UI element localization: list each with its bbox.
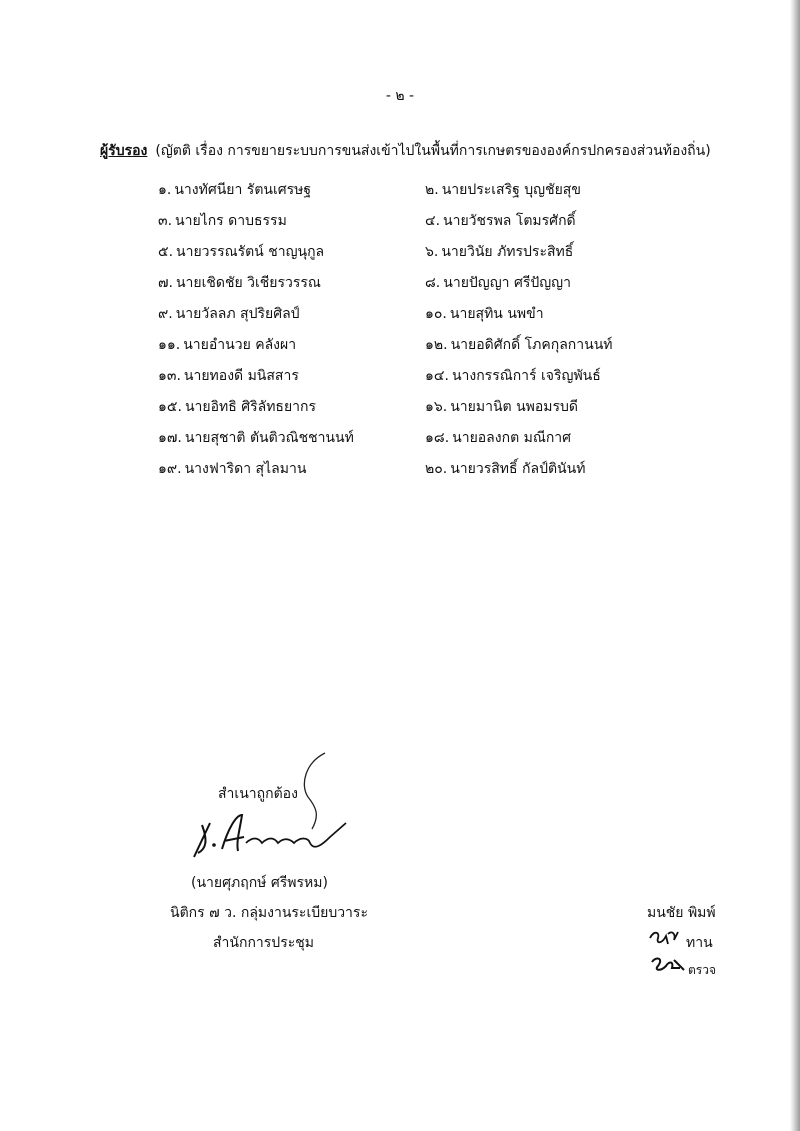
header-label: ผู้รับรอง bbox=[100, 143, 148, 159]
list-item bbox=[158, 242, 408, 262]
list-item bbox=[158, 273, 408, 293]
scan-edge-shadow bbox=[790, 0, 800, 1131]
item-number: ๔. bbox=[425, 213, 441, 229]
item-name: นายอดิศักดิ์ โภคกุลกานนท์ bbox=[450, 337, 613, 353]
item-number: ๑๖. bbox=[425, 399, 448, 415]
item-name: นางทัศนียา รัตนเศรษฐ bbox=[174, 182, 312, 198]
list-item bbox=[425, 459, 685, 479]
list-item bbox=[158, 180, 408, 200]
list-item bbox=[425, 211, 685, 231]
item-number: ๑๗. bbox=[158, 430, 182, 446]
item-number: ๑๙. bbox=[158, 461, 182, 477]
list-item bbox=[425, 242, 685, 262]
item-number: ๖. bbox=[425, 244, 439, 260]
item-name: นายไกร ดาบธรรม bbox=[175, 213, 287, 229]
item-name: นายปัญญา ศรีปัญญา bbox=[443, 275, 571, 291]
list-item bbox=[425, 335, 685, 355]
item-number: ๒. bbox=[425, 182, 439, 198]
typed-initials bbox=[648, 928, 680, 948]
item-number: ๓. bbox=[158, 213, 173, 229]
typed-label: ทาน bbox=[686, 935, 713, 951]
item-number: ๙. bbox=[158, 306, 173, 322]
list-item bbox=[158, 366, 408, 386]
list-item bbox=[425, 428, 685, 448]
list-item bbox=[425, 366, 685, 386]
signer-name: (นายศุภฤกษ์ ศรีพรหม) bbox=[191, 875, 328, 891]
item-number: ๗. bbox=[158, 275, 173, 291]
item-name: นายอำนวย คลังผา bbox=[183, 337, 297, 353]
item-number: ๒๐. bbox=[425, 461, 448, 477]
item-number: ๑๔. bbox=[425, 368, 449, 384]
list-item bbox=[158, 397, 408, 417]
list-item bbox=[158, 304, 408, 324]
page-number: - ๒ - bbox=[385, 88, 415, 104]
checked-initials bbox=[650, 956, 686, 974]
item-number: ๑. bbox=[158, 182, 172, 198]
certified-text: สำเนาถูกต้อง bbox=[218, 786, 298, 802]
item-name: นายมานิต นพอมรบดี bbox=[450, 399, 579, 415]
list-item bbox=[158, 459, 408, 479]
checked-label: ตรวจ bbox=[688, 963, 717, 977]
item-number: ๘. bbox=[425, 275, 441, 291]
item-name: นายอลงกต มณีกาศ bbox=[452, 430, 572, 446]
item-number: ๑๑. bbox=[158, 337, 181, 353]
typist-name: มนชัย พิมพ์ bbox=[647, 905, 716, 921]
header-line bbox=[100, 140, 720, 162]
signer-position: นิติกร ๗ ว. กลุ่มงานระเบียบวาระ bbox=[170, 905, 368, 921]
item-number: ๑๘. bbox=[425, 430, 450, 446]
item-name: นายประเสริฐ บุญชัยสุข bbox=[441, 182, 581, 198]
item-name: นายวัชรพล โตมรศักดิ์ bbox=[443, 213, 576, 229]
list-item bbox=[425, 273, 685, 293]
item-name: นายสุทิน นพขำ bbox=[449, 306, 544, 322]
item-name: นายวรรณรัตน์ ชาญนุกูล bbox=[176, 244, 325, 260]
item-name: นายเชิดชัย วิเชียรวรรณ bbox=[175, 275, 321, 291]
list-item bbox=[425, 180, 685, 200]
list-item bbox=[158, 428, 408, 448]
item-name: นายสุชาติ ตันติวณิชชานนท์ bbox=[184, 430, 354, 446]
item-number: ๑๒. bbox=[425, 337, 448, 353]
item-name: นายวรสิทธิ์ กัลป์ตินันท์ bbox=[450, 461, 586, 477]
list-item bbox=[158, 211, 408, 231]
list-item bbox=[425, 304, 685, 324]
item-name: นางกรรณิการ์ เจริญพันธ์ bbox=[451, 368, 601, 384]
item-name: นายอิทธิ ศิริลัทธยากร bbox=[184, 399, 317, 415]
item-name: นายทองดี มนิสสาร bbox=[183, 368, 299, 384]
signer-office: สำนักการประชุม bbox=[213, 935, 314, 951]
item-number: ๑๓. bbox=[158, 368, 181, 384]
item-name: นางฟาริดา สุไลมาน bbox=[184, 461, 307, 477]
header-text: (ญัตติ เรื่อง การขยายระบบการขนส่งเข้าไปในพื้นที่การเกษตรขององค์กรปกครองส่วนท้องถิ่น) bbox=[155, 143, 711, 159]
list-item bbox=[425, 397, 685, 417]
item-number: ๕. bbox=[158, 244, 174, 260]
item-name: นายวินัย ภัทรประสิทธิ์ bbox=[441, 244, 574, 260]
item-number: ๑๕. bbox=[158, 399, 182, 415]
certification-signature bbox=[180, 745, 360, 865]
item-name: นายวัลลภ สุปริยศิลป์ bbox=[175, 306, 300, 322]
list-item bbox=[158, 335, 408, 355]
item-number: ๑๐. bbox=[425, 306, 447, 322]
